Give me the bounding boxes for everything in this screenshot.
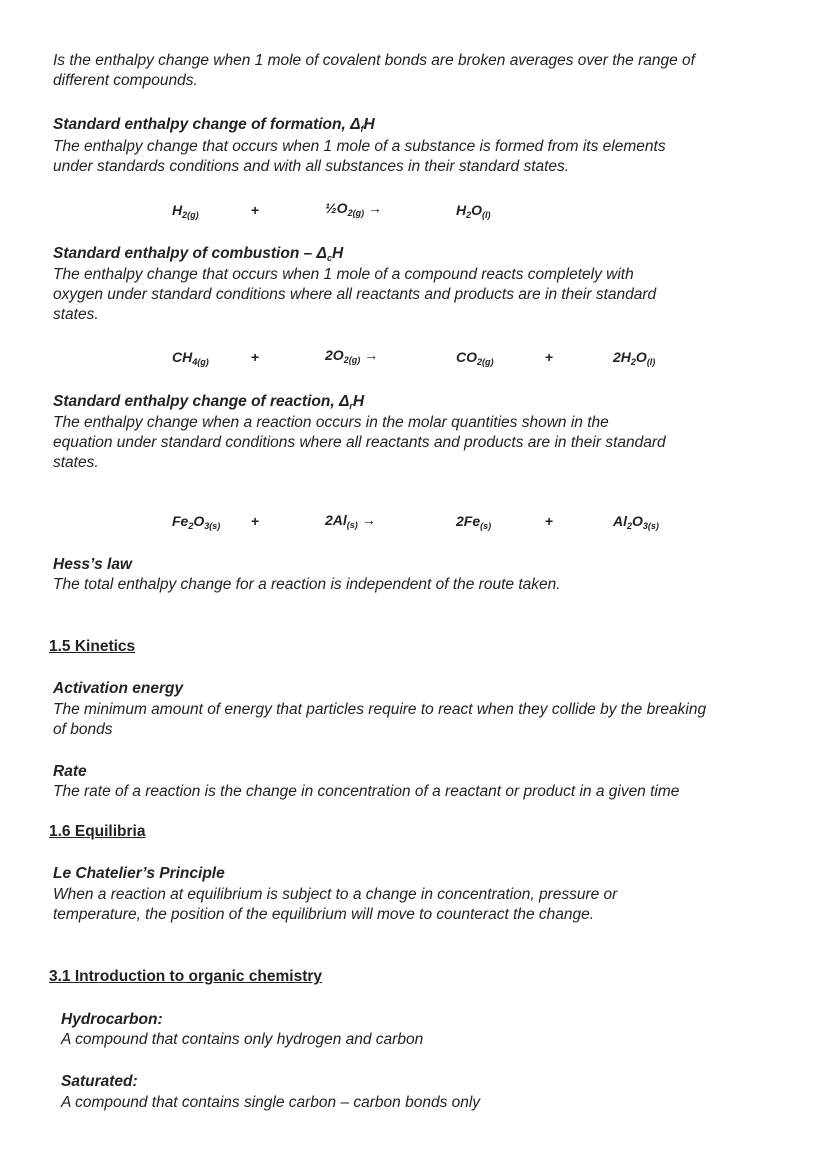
combustion-symbol: ΔcH bbox=[316, 245, 344, 263]
formation-title-text: Standard enthalpy change of formation, bbox=[53, 116, 351, 133]
intro-line-2: different compounds. bbox=[53, 72, 198, 89]
formation-line-2: under standards conditions and with all substances in their standard states. bbox=[53, 158, 570, 175]
lechatelier-title: Le Chatelier’s Principle bbox=[53, 865, 225, 882]
formation-eq-reactant-1: $H_{2(g)}$ bbox=[172, 202, 199, 220]
combustion-eq-plus-2: + bbox=[545, 349, 554, 365]
lechatelier-line-1: When a reaction at equilibrium is subject to a change in concentration, pressure or bbox=[53, 886, 618, 903]
combustion-eq-plus-1: + bbox=[251, 349, 260, 365]
kinetics-heading: 1.5 Kinetics bbox=[49, 638, 136, 655]
hydrocarbon-title: Hydrocarbon: bbox=[61, 1011, 163, 1028]
equilibria-heading: 1.6 Equilibria bbox=[49, 823, 146, 840]
hess-title: Hess’s law bbox=[53, 556, 132, 573]
reaction-arrow-icon: → bbox=[367, 200, 382, 216]
combustion-line-2: oxygen under standard conditions where all reactants and products are in their standard bbox=[53, 286, 657, 303]
combustion-eq-reactant-2: $2O_{2(g)}$ → bbox=[325, 347, 379, 365]
reaction-eq-reactant-2: $2Al_{(s)}$ → bbox=[325, 512, 376, 530]
saturated-text: A compound that contains single carbon – carbon bonds only bbox=[61, 1094, 481, 1111]
activation-title: Activation energy bbox=[53, 680, 184, 697]
formation-line-1: The enthalpy change that occurs when 1 mole of a substance is formed from its elements bbox=[53, 138, 666, 155]
formation-title bbox=[53, 115, 375, 140]
activation-line-2: of bonds bbox=[53, 721, 113, 738]
combustion-line-3: states. bbox=[53, 306, 99, 323]
combustion-line-1: The enthalpy change that occurs when 1 mole of a compound reacts completely with bbox=[53, 266, 634, 283]
activation-line-1: The minimum amount of energy that particles require to react when they collide by the breaking bbox=[53, 701, 707, 718]
reaction-eq-product-1: $2Fe_{(s)}$ bbox=[456, 513, 492, 531]
saturated-title: Saturated: bbox=[61, 1073, 138, 1090]
reaction-eq-reactant-1: $Fe_2O_{3(s)}$ bbox=[172, 513, 221, 531]
reaction-line-3: states. bbox=[53, 454, 99, 471]
reaction-line-1: The enthalpy change when a reaction occurs in the molar quantities shown in the bbox=[53, 414, 609, 431]
reaction-eq-plus-1: + bbox=[251, 513, 260, 529]
hydrocarbon-text: A compound that contains only hydrogen and carbon bbox=[61, 1031, 424, 1048]
combustion-eq-reactant-1: $CH_{4(g)}$ bbox=[172, 349, 209, 367]
reaction-arrow-icon: → bbox=[364, 347, 379, 363]
reaction-arrow-icon: → bbox=[361, 512, 376, 528]
combustion-eq-product-1: $CO_{2(g)}$ bbox=[456, 349, 494, 367]
rate-title: Rate bbox=[53, 763, 87, 780]
reaction-title-text: Standard enthalpy change of reaction, bbox=[53, 393, 339, 410]
reaction-symbol: ΔrH bbox=[338, 393, 365, 411]
formation-eq-product: $H_2O_{(l)}$ bbox=[456, 202, 491, 220]
intro-line-1: Is the enthalpy change when 1 mole of covalent bonds are broken averages over the range of bbox=[53, 52, 695, 69]
formation-symbol: ΔfH bbox=[350, 116, 375, 134]
reaction-line-2: equation under standard conditions where all reactants and products are in their standard bbox=[53, 434, 666, 451]
lechatelier-line-2: temperature, the position of the equilibrium will move to counteract the change. bbox=[53, 906, 595, 923]
combustion-eq-product-2: $2H_2O_{(l)}$ bbox=[613, 349, 656, 367]
rate-text: The rate of a reaction is the change in concentration of a reactant or product in a given time bbox=[53, 783, 680, 800]
reaction-eq-product-2: $Al_2O_{3(s)}$ bbox=[613, 513, 659, 531]
combustion-title-text: Standard enthalpy of combustion – bbox=[53, 245, 317, 262]
formation-eq-reactant-2: $\frac{1}{2}O_{2(g)}$ → bbox=[325, 200, 382, 218]
organic-heading: 3.1 Introduction to organic chemistry bbox=[49, 968, 323, 985]
hess-text: The total enthalpy change for a reaction is independent of the route taken. bbox=[53, 576, 561, 593]
reaction-eq-plus-2: + bbox=[545, 513, 554, 529]
formation-eq-plus: + bbox=[251, 202, 260, 218]
